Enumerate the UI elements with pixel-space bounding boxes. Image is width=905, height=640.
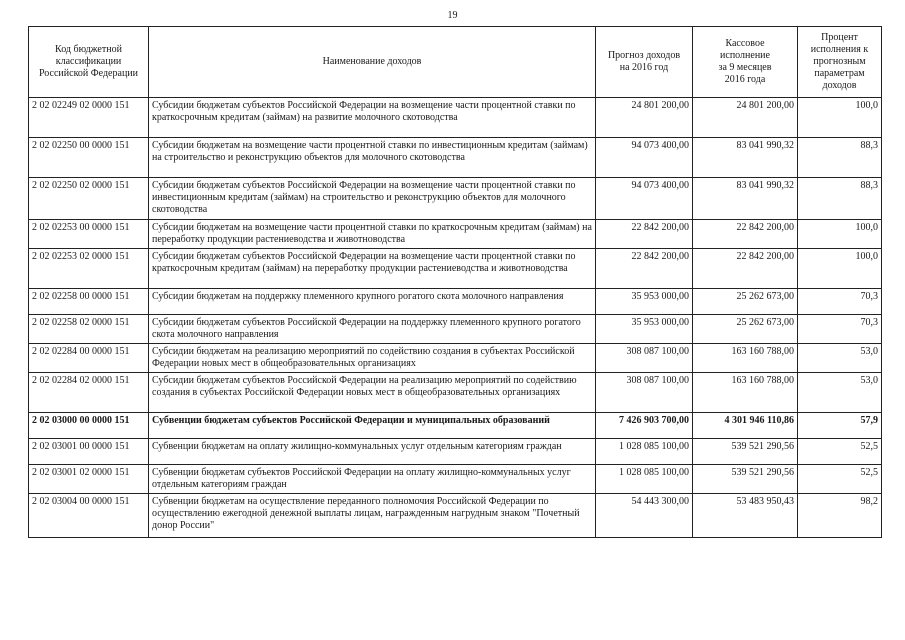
- cell-percent: 100,0: [798, 98, 882, 138]
- cell-forecast: 35 953 000,00: [596, 289, 693, 315]
- cell-name: Субсидии бюджетам на возмещение части процентной ставки по краткосрочным кредитам (займам) на переработку продукции растениеводства и животноводства: [149, 220, 596, 249]
- header-forecast: Прогноз доходов на 2016 год: [596, 27, 693, 98]
- cell-execution: 22 842 200,00: [693, 220, 798, 249]
- cell-percent: 98,2: [798, 494, 882, 538]
- table-header-row: [29, 27, 882, 98]
- cell-execution: 539 521 290,56: [693, 439, 798, 465]
- cell-code: 2 02 02253 02 0000 151: [29, 249, 149, 289]
- table-row: [29, 439, 882, 465]
- cell-percent: 53,0: [798, 373, 882, 413]
- table-row: [29, 289, 882, 315]
- cell-execution: 22 842 200,00: [693, 249, 798, 289]
- table-row: [29, 494, 882, 538]
- cell-name: Субсидии бюджетам субъектов Российской Федерации на поддержку племенного крупного рогатого скота молочного направления: [149, 315, 596, 344]
- cell-name: Субвенции бюджетам на осуществление переданного полномочия Российской Федерации по осуществлению ежегодной денежной выплаты лицам, награжденным нагрудным знаком "Почетный донор России": [149, 494, 596, 538]
- cell-forecast: 94 073 400,00: [596, 178, 693, 220]
- cell-percent: 53,0: [798, 344, 882, 373]
- cell-execution: 24 801 200,00: [693, 98, 798, 138]
- cell-forecast: 1 028 085 100,00: [596, 439, 693, 465]
- cell-forecast: 22 842 200,00: [596, 249, 693, 289]
- table-row: [29, 344, 882, 373]
- cell-name: Субсидии бюджетам на реализацию мероприятий по содействию создания в субъектах Российской Федерации новых мест в общеобразовательных организациях: [149, 344, 596, 373]
- page-number: 19: [447, 10, 458, 21]
- cell-code: 2 02 02258 00 0000 151: [29, 289, 149, 315]
- cell-forecast: 22 842 200,00: [596, 220, 693, 249]
- cell-name: Субсидии бюджетам на поддержку племенного крупного рогатого скота молочного направления: [149, 289, 596, 315]
- cell-execution: 25 262 673,00: [693, 289, 798, 315]
- cell-forecast: 94 073 400,00: [596, 138, 693, 178]
- cell-percent: 70,3: [798, 315, 882, 344]
- table-row: [29, 138, 882, 178]
- cell-name: Субвенции бюджетам субъектов Российской Федерации на оплату жилищно-коммунальных услуг отдельным категориям граждан: [149, 465, 596, 494]
- cell-name: Субсидии бюджетам субъектов Российской Федерации на возмещение части процентной ставки по инвестиционным кредитам (займам) на строительство и реконструкцию объектов для молочного скотоводства: [149, 178, 596, 220]
- cell-forecast: 24 801 200,00: [596, 98, 693, 138]
- cell-code: 2 02 03001 02 0000 151: [29, 465, 149, 494]
- cell-execution: 539 521 290,56: [693, 465, 798, 494]
- cell-percent: 100,0: [798, 249, 882, 289]
- cell-code: 2 02 02250 02 0000 151: [29, 178, 149, 220]
- cell-execution: 163 160 788,00: [693, 344, 798, 373]
- table-row: [29, 373, 882, 413]
- cell-name: Субсидии бюджетам на возмещение части процентной ставки по инвестиционным кредитам (займам) на строительство и реконструкцию объектов для молочного скотоводства: [149, 138, 596, 178]
- cell-execution: 4 301 946 110,86: [693, 413, 798, 439]
- table-row: [29, 465, 882, 494]
- cell-percent: 88,3: [798, 138, 882, 178]
- cell-code: 2 02 03001 00 0000 151: [29, 439, 149, 465]
- cell-name: Субсидии бюджетам субъектов Российской Федерации на возмещение части процентной ставки по краткосрочным кредитам (займам) на переработку продукции растениеводства и животноводства: [149, 249, 596, 289]
- cell-code: 2 02 02284 02 0000 151: [29, 373, 149, 413]
- header-execution: Кассовое исполнение за 9 месяцев 2016 года: [693, 27, 798, 98]
- cell-code: 2 02 02253 00 0000 151: [29, 220, 149, 249]
- cell-percent: 57,9: [798, 413, 882, 439]
- cell-code: 2 02 02258 02 0000 151: [29, 315, 149, 344]
- cell-name: Субвенции бюджетам субъектов Российской Федерации и муниципальных образований: [149, 413, 596, 439]
- table-row: [29, 98, 882, 138]
- cell-execution: 25 262 673,00: [693, 315, 798, 344]
- cell-percent: 52,5: [798, 439, 882, 465]
- cell-percent: 88,3: [798, 178, 882, 220]
- header-code: Код бюджетной классификации Российской Федерации: [29, 27, 149, 98]
- header-percent: Процент исполнения к прогнозным параметрам доходов: [798, 27, 882, 98]
- cell-forecast: 7 426 903 700,00: [596, 413, 693, 439]
- cell-percent: 100,0: [798, 220, 882, 249]
- cell-code: 2 02 02284 00 0000 151: [29, 344, 149, 373]
- budget-revenue-table: [28, 26, 882, 538]
- cell-forecast: 308 087 100,00: [596, 373, 693, 413]
- header-name: Наименование доходов: [149, 27, 596, 98]
- cell-forecast: 1 028 085 100,00: [596, 465, 693, 494]
- cell-code: 2 02 02249 02 0000 151: [29, 98, 149, 138]
- table-row: [29, 220, 882, 249]
- cell-name: Субсидии бюджетам субъектов Российской Федерации на возмещение части процентной ставки по краткосрочным кредитам (займам) на развитие молочного скотоводства: [149, 98, 596, 138]
- cell-percent: 52,5: [798, 465, 882, 494]
- cell-forecast: 308 087 100,00: [596, 344, 693, 373]
- cell-forecast: 35 953 000,00: [596, 315, 693, 344]
- cell-code: 2 02 02250 00 0000 151: [29, 138, 149, 178]
- cell-code: 2 02 03004 00 0000 151: [29, 494, 149, 538]
- table-row: [29, 249, 882, 289]
- table-row: [29, 178, 882, 220]
- cell-name: Субсидии бюджетам субъектов Российской Федерации на реализацию мероприятий по содействию создания в субъектах Российской Федерации новых мест в общеобразовательных организациях: [149, 373, 596, 413]
- cell-code: 2 02 03000 00 0000 151: [29, 413, 149, 439]
- table-row: [29, 315, 882, 344]
- cell-execution: 163 160 788,00: [693, 373, 798, 413]
- cell-percent: 70,3: [798, 289, 882, 315]
- cell-name: Субвенции бюджетам на оплату жилищно-коммунальных услуг отдельным категориям граждан: [149, 439, 596, 465]
- cell-forecast: 54 443 300,00: [596, 494, 693, 538]
- cell-execution: 53 483 950,43: [693, 494, 798, 538]
- cell-execution: 83 041 990,32: [693, 178, 798, 220]
- cell-execution: 83 041 990,32: [693, 138, 798, 178]
- table-row: [29, 413, 882, 439]
